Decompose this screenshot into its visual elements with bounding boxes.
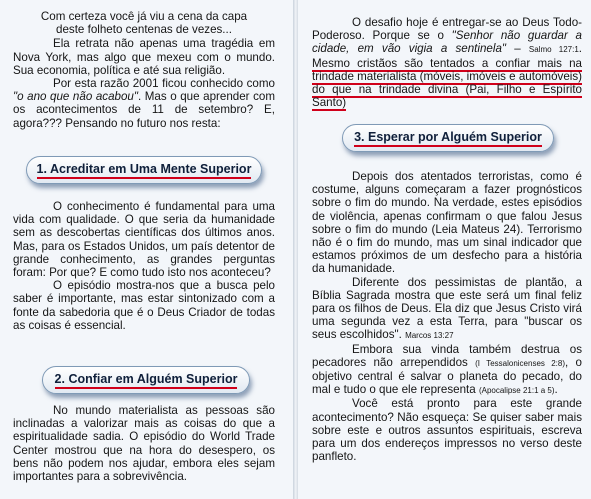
intro-paragraph-2: Ela retrata não apenas uma tragédia em Nova York, mas algo que mexeu com o mundo. Sua economia, política e até sua religião. — [13, 37, 275, 77]
challenge-block — [312, 16, 582, 109]
section-3-block — [312, 170, 582, 463]
heading-1-box — [26, 156, 262, 184]
thessalonians-reference: (I Tessalonicenses 2:8) — [475, 358, 566, 368]
section-3-paragraph-1: Depois dos atentados terroristas, como é costume, alguns começaram a fazer prognósticos sobre o fim do mundo. Na verdade, estes episódios de violência, apenas confirmam o que falou Jesus sobre o fim do mundo (Leia Mateus 24). Terrorismo não é o fim do mundo, mas um sinal indicador que estamos próximos de um desfecho para a história da humanidade. — [312, 170, 582, 276]
section-2-block — [13, 404, 275, 483]
psalm-reference: Salmo 127:1 — [528, 45, 579, 55]
section-1-block — [13, 200, 275, 332]
underlined-warning: Mesmo cristãos são tentados a confiar mais na trindade materialista (móveis, imóveis e automóveis) do que na trindade divina (Pai, Filho e Espírito Santo) — [312, 56, 582, 110]
heading-1: 1. Acreditar em Uma Mente Superior — [37, 162, 252, 179]
heading-2: 2. Confiar em Alguém Superior — [55, 372, 238, 389]
mark-reference: Marcos 13:27 — [405, 331, 454, 341]
section-3-paragraph-2: Diferente dos pessimistas de plantão, a Bíblia Sagrada mostra que este será um final feliz para os filhos de Deus. Ela diz que Jesus Cristo virá uma segunda vez a esta Terra, para "buscar os seus escolhidos". Marcos 13:27 — [312, 275, 582, 342]
section-2-paragraph-1: No mundo materialista as pessoas são inclinadas a valorizar mais as coisas do que a espiritualidade sadia. O episódio do World Trade Center mostrou que na hora do desespero, os bens não podem nos ajudar, embora eles sejam importantes para a sobrevivência. — [13, 404, 275, 484]
right-page — [298, 0, 591, 499]
revelation-reference: (Apocalipse 21:1 a 5) — [478, 386, 555, 396]
section-1-paragraph-2: O episódio mostra-nos que a busca pelo saber é importante, mas estar sintonizado com a fonte da sabedoria que é o Deus Criador de todas as coisas é essencial. — [13, 279, 275, 332]
intro-paragraph-3: Por esta razão 2001 ficou conhecido como "o ano que não acabou". Mas o que aprender com os acontecimentos de 11 de setembro? E, agora??? Pensando no futuro nos resta: — [13, 77, 275, 130]
intro-quote: "o ano que não acabou" — [13, 90, 138, 104]
intro-line-2: deste folheto centenas de vezes... — [56, 23, 232, 37]
heading-2-box — [42, 366, 250, 394]
challenge-paragraph: O desafio hoje é entregar-se ao Deus Todo-Poderoso. Porque se o "Senhor não guardar a cidade, em vão vigia a sentinela" – Salmo 127:1. Mesmo cristãos são tentados a confiar mais na trindade materialista (móveis, imóveis e automóveis) do que na trindade divina (Pai, Filho e Espírito Santo) — [312, 16, 583, 110]
psalm-quote: "Senhor não guardar a cidade, em vão vigia a sentinela" — [312, 29, 582, 56]
section-3-paragraph-4: Você está pronto para este grande acontecimento? Não esqueça: Se quiser saber mais sobre este e outros assuntos espirituais, escreva para um dos endereços impressos no verso deste panfleto. — [312, 397, 582, 464]
section-3-paragraph-3: Embora sua vinda também destrua os pecadores não arrependidos (I Tessalonicenses 2:8), o objetivo central é salvar o planeta do pecado, do mal e tudo o que ele representa (Apocalipse 21:1 a 5). — [312, 342, 583, 397]
intro-block — [13, 10, 275, 130]
left-page — [0, 0, 294, 499]
heading-3-box — [342, 124, 554, 152]
intro-line-1: Com certeza você já viu a cena da capa — [40, 10, 248, 23]
section-1-paragraph-1: O conhecimento é fundamental para uma vida com qualidade. O que seria da humanidade sem as descobertas científicas dos últimos anos. Mas, para os Estados Unidos, um país detentor de grande conhecimento, as grandes perguntas foram: Por que? E como tudo isto nos aconteceu? — [13, 200, 275, 280]
heading-3: 3. Esperar por Alguém Superior — [354, 130, 542, 147]
